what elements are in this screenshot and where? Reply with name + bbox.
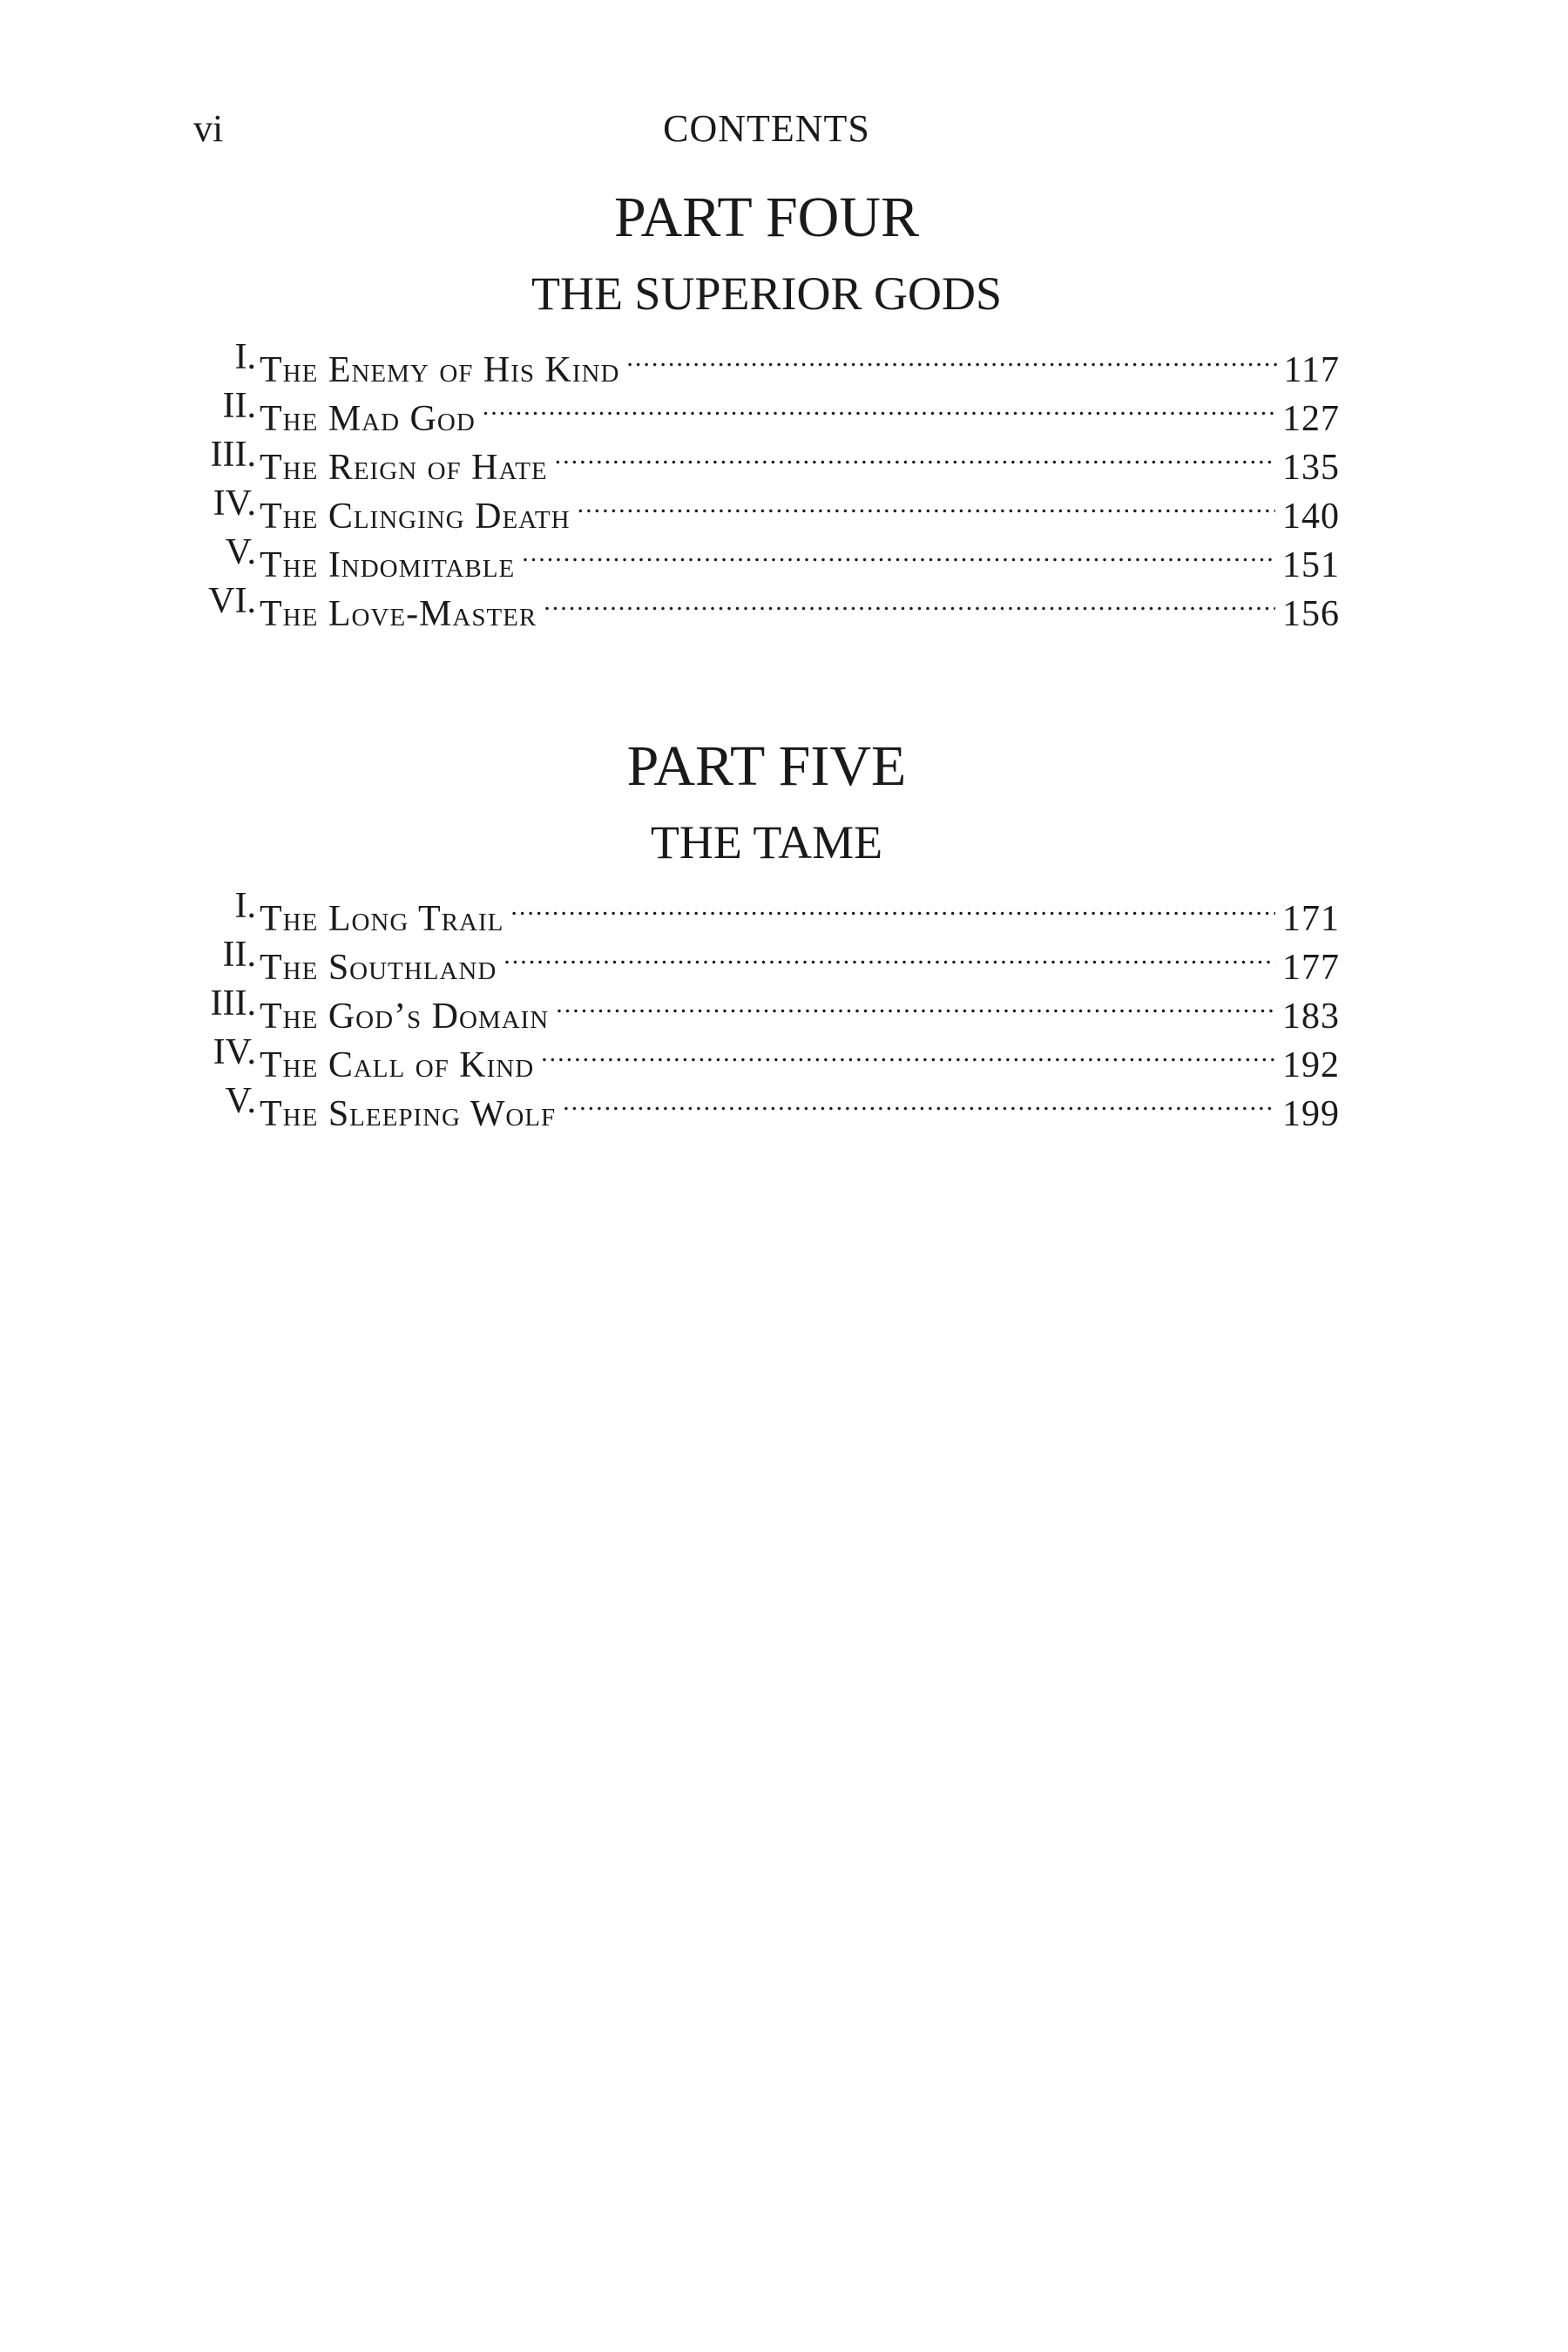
- chapter-number: IV.: [213, 483, 256, 524]
- part-title: THE SUPERIOR GODS: [531, 267, 1003, 320]
- chapter-number: I.: [234, 337, 256, 377]
- page-number: 127: [1282, 399, 1340, 439]
- page-number: 140: [1282, 497, 1340, 537]
- toc-entry: [0, 882, 1568, 939]
- toc-entry: [0, 930, 1568, 988]
- chapter-number: IV.: [213, 1032, 256, 1072]
- dot-leader: [563, 1077, 1275, 1125]
- chapter-title: The Clinging Death: [260, 497, 571, 537]
- dot-leader: [522, 528, 1275, 577]
- chapter-number: V.: [225, 532, 256, 572]
- dot-leader: [555, 430, 1275, 479]
- dot-leader: [483, 382, 1275, 430]
- dot-leader: [541, 1028, 1275, 1077]
- dot-leader: [578, 479, 1275, 528]
- toc-entry: [0, 1028, 1568, 1085]
- page-number: 171: [1282, 899, 1340, 939]
- toc-entry: [0, 430, 1568, 488]
- toc-entry: [0, 979, 1568, 1037]
- toc-entry: [0, 528, 1568, 585]
- chapter-title: The Sleeping Wolf: [260, 1094, 557, 1134]
- page-number: 183: [1282, 997, 1340, 1037]
- page-number: 177: [1282, 948, 1340, 988]
- dot-leader: [556, 979, 1275, 1028]
- dot-leader: [544, 577, 1275, 625]
- chapter-title: The God’s Domain: [260, 997, 550, 1037]
- chapter-number: II.: [222, 935, 256, 975]
- toc-entry: [0, 479, 1568, 537]
- toc-entry: [0, 333, 1568, 390]
- page-number: 199: [1282, 1094, 1340, 1134]
- chapter-number: VI.: [208, 581, 256, 621]
- chapter-title: The Reign of Hate: [260, 448, 548, 488]
- page-number: 151: [1282, 545, 1340, 585]
- chapter-title: The Call of Kind: [260, 1045, 535, 1085]
- dot-leader: [504, 930, 1275, 979]
- chapter-list: [0, 882, 1568, 1134]
- chapter-number: II.: [222, 386, 256, 426]
- page-number: 135: [1282, 448, 1340, 488]
- toc-entry: [0, 382, 1568, 439]
- dot-leader: [626, 333, 1276, 382]
- running-head-title: CONTENTS: [663, 107, 870, 150]
- page-number: 117: [1283, 350, 1340, 390]
- chapter-title: The Southland: [260, 948, 497, 988]
- chapter-title: The Long Trail: [260, 899, 504, 939]
- chapter-title: The Indomitable: [260, 545, 516, 585]
- part-number: PART FIVE: [626, 734, 907, 798]
- part-section: [0, 183, 1568, 634]
- chapter-number: III.: [210, 435, 256, 475]
- toc-entry: [0, 577, 1568, 634]
- chapter-number: V.: [225, 1081, 256, 1121]
- chapter-list: [0, 333, 1568, 634]
- running-head: [0, 103, 1568, 155]
- page-folio: vi: [193, 107, 224, 150]
- chapter-title: The Enemy of His Kind: [260, 350, 620, 390]
- page-number: 156: [1282, 594, 1340, 634]
- chapter-number: III.: [210, 983, 256, 1024]
- part-number: PART FOUR: [613, 186, 920, 249]
- chapter-title: The Mad God: [260, 399, 476, 439]
- toc-entry: [0, 1077, 1568, 1134]
- part-title: THE TAME: [650, 816, 883, 868]
- chapter-title: The Love-Master: [260, 594, 537, 634]
- page-number: 192: [1282, 1045, 1340, 1085]
- dot-leader: [510, 882, 1275, 930]
- chapter-number: I.: [234, 886, 256, 926]
- part-section: [0, 732, 1568, 1134]
